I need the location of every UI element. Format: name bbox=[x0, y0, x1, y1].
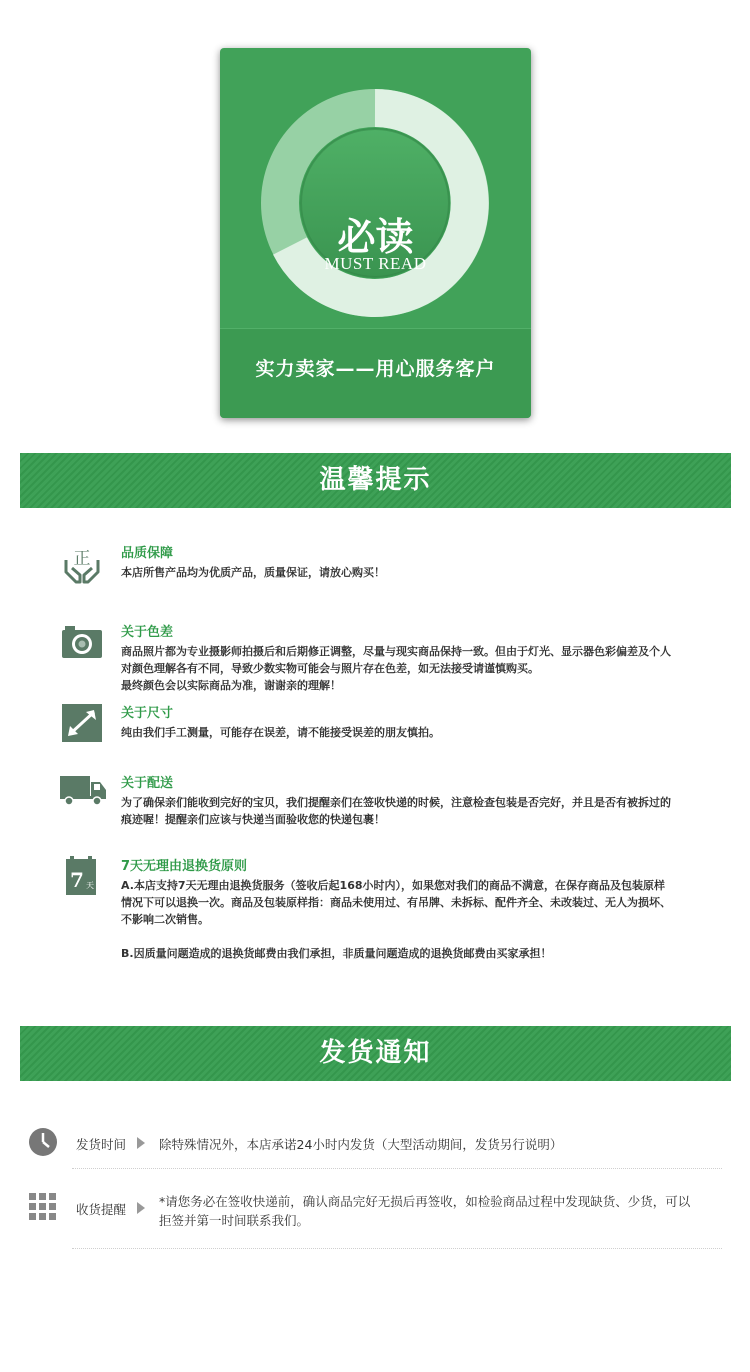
tip-line: 不影响二次销售。 bbox=[121, 913, 209, 926]
tip-line: A.本店支持7天无理由退换货服务（签收后起168小时内），如果您对我们的商品不满意，在保存商品及包装原样 bbox=[121, 879, 666, 892]
tip-body bbox=[121, 794, 721, 828]
tip-line: 纯由我们手工测量，可能存在误差，请不能接受误差的朋友慎拍。 bbox=[121, 726, 440, 739]
svg-text:正: 正 bbox=[73, 549, 91, 569]
tip-line: 对颜色理解各有不同，导致少数实物可能会与照片存在色差，如无法接受请谨慎购买。 bbox=[121, 662, 539, 675]
tip-line: 情况下可以退换一次。商品及包装原样指：商品未使用过、有吊牌、未拆标、配件齐全、未改装过、无人为损坏、 bbox=[121, 896, 671, 909]
tip-title: 7天无理由退换货原则 bbox=[121, 859, 248, 874]
seven-day-calendar-icon bbox=[60, 855, 104, 899]
shipping-label: 收货提醒 bbox=[76, 1202, 127, 1217]
tip-title: 关于配送 bbox=[121, 776, 174, 791]
tip-title: 关于尺寸 bbox=[121, 706, 174, 721]
shipping-section-banner: 发货通知 bbox=[20, 1026, 731, 1081]
tip-line: 最终颜色会以实际商品为准，谢谢亲的理解！ bbox=[121, 679, 341, 692]
triangle-right-icon bbox=[137, 1202, 145, 1214]
tip-line: 商品照片都为专业摄影师拍摄后和后期修正调整，尽量与现实商品保持一致。但由于灯光、显示器色彩偏差及个人 bbox=[121, 645, 671, 658]
tip-line: 为了确保亲们能收到完好的宝贝，我们提醒亲们在签收快递的时候，注意检查包装是否完好，并且是否有被拆过的 bbox=[121, 796, 671, 809]
tip-body bbox=[121, 643, 721, 694]
card-subtitle: MUST READ bbox=[324, 254, 427, 273]
tip-body bbox=[121, 564, 721, 581]
tip-line: 痕迹喔！提醒亲们应该与快递当面验收您的快递包裹！ bbox=[121, 813, 385, 826]
tip-line: B.因质量问题造成的退换货邮费由我们承担，非质量问题造成的退换货邮费由买家承担！ bbox=[121, 947, 552, 960]
delivery-truck-icon bbox=[58, 772, 106, 816]
camera-icon bbox=[60, 621, 104, 665]
shipping-line: 除特殊情况外，本店承诺24小时内发货（大型活动期间，发货另行说明） bbox=[159, 1137, 563, 1152]
tip-title: 品质保障 bbox=[121, 546, 174, 561]
donut-ring-graphic bbox=[220, 48, 531, 328]
card-title: 必读 bbox=[337, 214, 414, 259]
card-slogan: 实力卖家——用心服务客户 bbox=[255, 358, 496, 380]
svg-text:7: 7 bbox=[70, 868, 84, 892]
hands-quality-icon bbox=[60, 542, 104, 586]
svg-text:天: 天 bbox=[86, 881, 94, 890]
triangle-right-icon bbox=[137, 1137, 145, 1149]
tips-section-banner: 温馨提示 bbox=[20, 453, 731, 508]
dotted-divider bbox=[72, 1168, 722, 1169]
tip-line: 本店所售产品均为优质产品，质量保证，请放心购买！ bbox=[121, 566, 385, 579]
shipping-label: 发货时间 bbox=[76, 1137, 127, 1152]
grid-icon bbox=[28, 1192, 58, 1222]
resize-arrow-icon bbox=[60, 702, 104, 746]
tip-body bbox=[121, 877, 721, 962]
dotted-divider bbox=[72, 1248, 722, 1249]
clock-icon bbox=[28, 1127, 58, 1157]
shipping-text bbox=[159, 1192, 699, 1230]
shipping-text bbox=[159, 1135, 699, 1154]
shipping-line: *请您务必在签收快递前，确认商品完好无损后再签收，如检验商品过程中发现缺货、少货，可以 bbox=[159, 1194, 691, 1209]
shipping-line: 拒签并第一时间联系我们。 bbox=[159, 1213, 310, 1228]
tip-body bbox=[121, 724, 721, 741]
tip-title: 关于色差 bbox=[121, 625, 174, 640]
must-read-card bbox=[220, 48, 531, 418]
